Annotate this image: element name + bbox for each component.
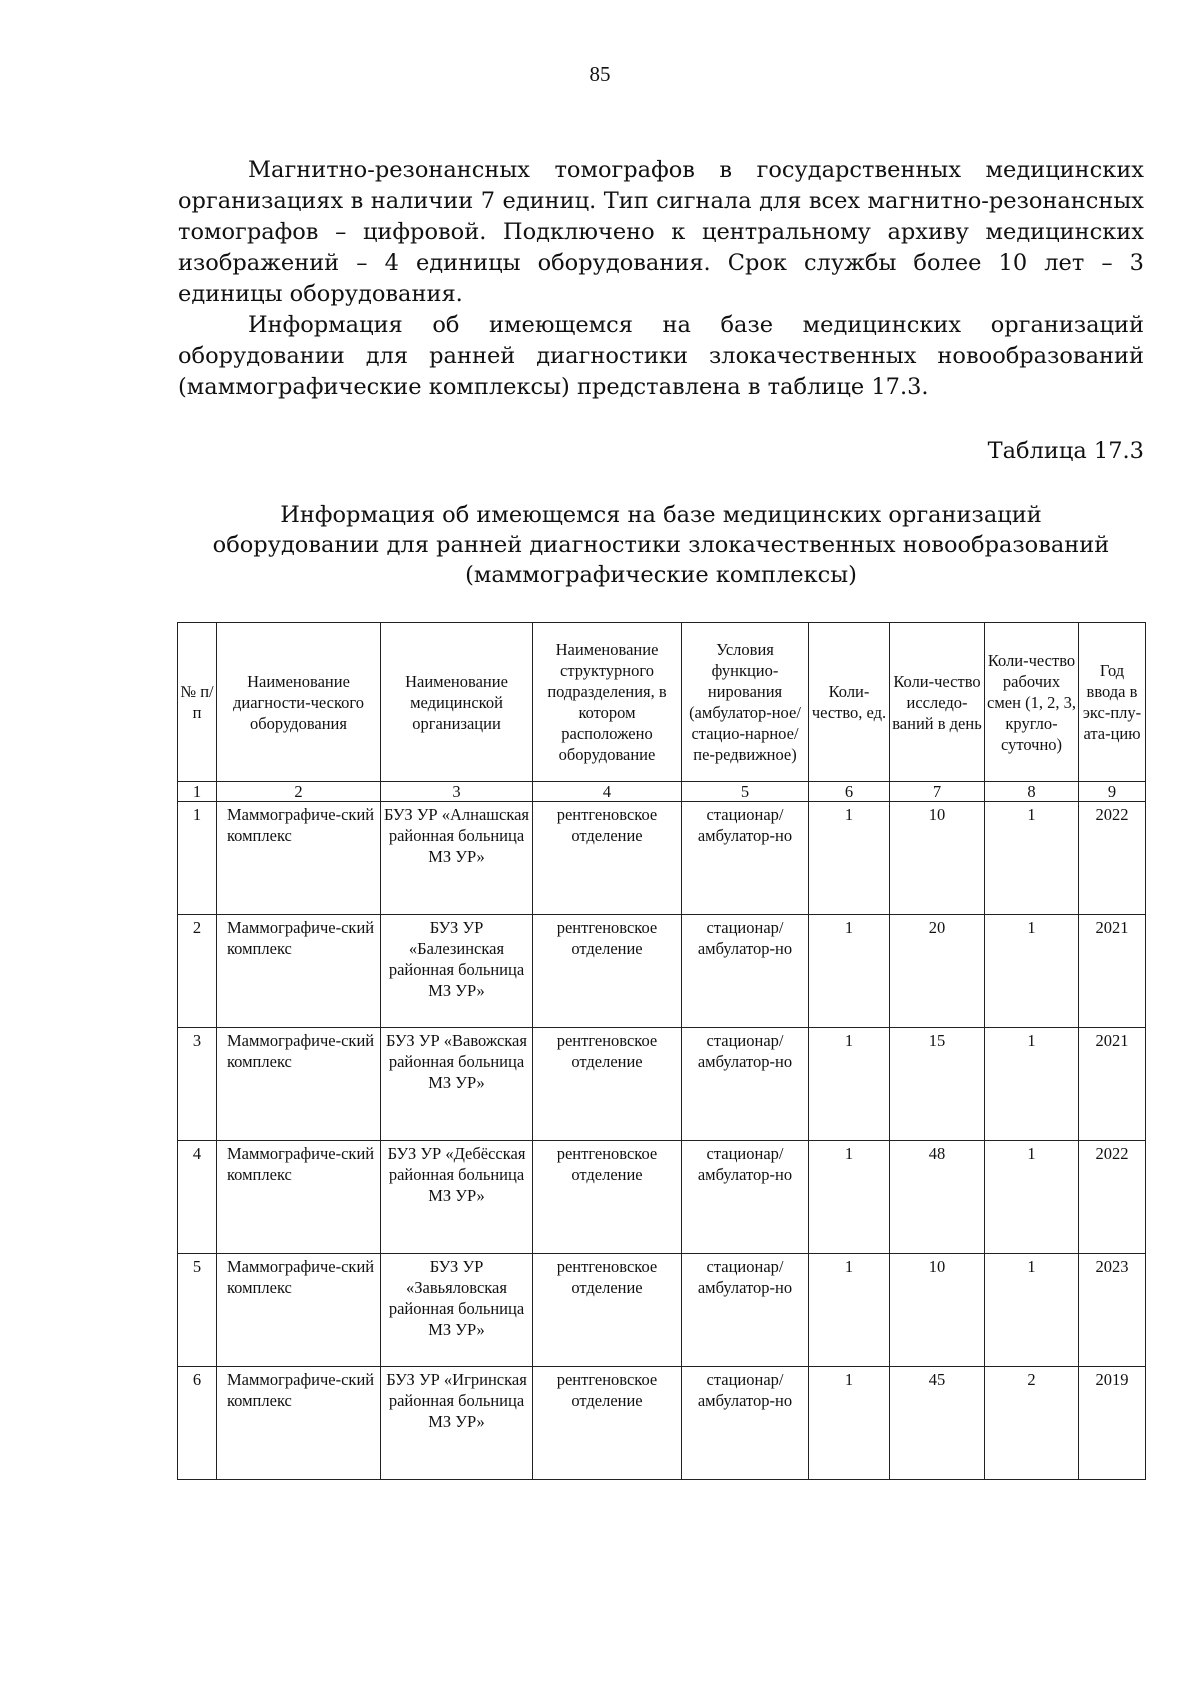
department-name: рентгеновское отделение — [533, 1367, 682, 1480]
operating-conditions: стационар/ амбулатор-но — [682, 1028, 809, 1141]
quantity: 1 — [809, 1254, 890, 1367]
paragraph: Магнитно-резонансных томографов в государственных медицинских организациях в наличии 7 единиц. Тип сигнала для всех магнитно-резонансных томографов – цифровой. Подключено к центральному архиву медицинских изображений – 4 единицы оборудования. Срок службы более 10 лет – 3 единицы оборудования. — [178, 157, 1144, 307]
work-shifts: 1 — [985, 802, 1079, 915]
organization-name: БУЗ УР «Дебёсская районная больница МЗ УР» — [381, 1141, 533, 1254]
column-number: 1 — [178, 782, 217, 802]
page-number: 85 — [589, 62, 611, 86]
table-title — [178, 500, 1144, 590]
table-label: Таблица 17.3 — [987, 438, 1144, 464]
studies-per-day: 45 — [890, 1367, 985, 1480]
column-number: 8 — [985, 782, 1079, 802]
column-header: Наименование структурного подразделения, в котором расположено оборудование — [533, 623, 682, 782]
column-number: 9 — [1079, 782, 1146, 802]
work-shifts: 1 — [985, 1254, 1079, 1367]
column-number: 5 — [682, 782, 809, 802]
column-header: Наименование диагности-ческого оборудования — [217, 623, 381, 782]
column-number: 6 — [809, 782, 890, 802]
column-header: Наименование медицинской организации — [381, 623, 533, 782]
column-header: Год ввода в экс-плу-ата-цию — [1079, 623, 1146, 782]
department-name: рентгеновское отделение — [533, 1141, 682, 1254]
column-number: 3 — [381, 782, 533, 802]
quantity: 1 — [809, 915, 890, 1028]
column-header: Условия функцио-нирования (амбулатор-ное/стацио-нарное/пе-редвижное) — [682, 623, 809, 782]
row-number: 6 — [178, 1367, 217, 1480]
column-header: № п/п — [178, 623, 217, 782]
operating-conditions: стационар/ амбулатор-но — [682, 1367, 809, 1480]
table-row — [178, 1367, 1146, 1480]
studies-per-day: 10 — [890, 802, 985, 915]
paragraph: Информация об имеющемся на базе медицинских организаций оборудовании для ранней диагностики злокачественных новообразований (маммографические комплексы) представлена в таблице 17.3. — [178, 312, 1144, 400]
equipment-name: Маммографиче-ский комплекс — [217, 915, 381, 1028]
row-number: 1 — [178, 802, 217, 915]
commissioning-year: 2019 — [1079, 1367, 1146, 1480]
equipment-table — [177, 622, 1146, 1480]
row-number: 2 — [178, 915, 217, 1028]
operating-conditions: стационар/ амбулатор-но — [682, 915, 809, 1028]
work-shifts: 1 — [985, 915, 1079, 1028]
table-header-row — [178, 623, 1146, 782]
equipment-name: Маммографиче-ский комплекс — [217, 1141, 381, 1254]
row-number: 5 — [178, 1254, 217, 1367]
department-name: рентгеновское отделение — [533, 802, 682, 915]
table-row — [178, 1141, 1146, 1254]
column-number-row — [178, 782, 1146, 802]
equipment-name: Маммографиче-ский комплекс — [217, 802, 381, 915]
equipment-name: Маммографиче-ский комплекс — [217, 1367, 381, 1480]
organization-name: БУЗ УР «Балезинская районная больница МЗ УР» — [381, 915, 533, 1028]
studies-per-day: 15 — [890, 1028, 985, 1141]
equipment-name: Маммографиче-ский комплекс — [217, 1254, 381, 1367]
table-row — [178, 802, 1146, 915]
studies-per-day: 20 — [890, 915, 985, 1028]
studies-per-day: 10 — [890, 1254, 985, 1367]
table-row — [178, 915, 1146, 1028]
commissioning-year: 2022 — [1079, 802, 1146, 915]
organization-name: БУЗ УР «Алнашская районная больница МЗ УР» — [381, 802, 533, 915]
quantity: 1 — [809, 1367, 890, 1480]
organization-name: БУЗ УР «Вавожская районная больница МЗ УР» — [381, 1028, 533, 1141]
column-number: 2 — [217, 782, 381, 802]
table-row — [178, 1028, 1146, 1141]
commissioning-year: 2022 — [1079, 1141, 1146, 1254]
operating-conditions: стационар/ амбулатор-но — [682, 802, 809, 915]
operating-conditions: стационар/ амбулатор-но — [682, 1254, 809, 1367]
work-shifts: 1 — [985, 1028, 1079, 1141]
department-name: рентгеновское отделение — [533, 1254, 682, 1367]
operating-conditions: стационар/ амбулатор-но — [682, 1141, 809, 1254]
department-name: рентгеновское отделение — [533, 1028, 682, 1141]
work-shifts: 2 — [985, 1367, 1079, 1480]
organization-name: БУЗ УР «Завьяловская районная больница МЗ УР» — [381, 1254, 533, 1367]
commissioning-year: 2021 — [1079, 1028, 1146, 1141]
column-header: Коли-чество, ед. — [809, 623, 890, 782]
column-header: Коли-чество рабочих смен (1, 2, 3, кругло-суточно) — [985, 623, 1079, 782]
column-header: Коли-чество исследо-ваний в день — [890, 623, 985, 782]
quantity: 1 — [809, 1141, 890, 1254]
quantity: 1 — [809, 1028, 890, 1141]
work-shifts: 1 — [985, 1141, 1079, 1254]
column-number: 7 — [890, 782, 985, 802]
row-number: 3 — [178, 1028, 217, 1141]
studies-per-day: 48 — [890, 1141, 985, 1254]
table-title-line: Информация об имеющемся на базе медицинских организаций — [280, 502, 1042, 528]
table-row — [178, 1254, 1146, 1367]
body-text — [178, 155, 1144, 403]
equipment-name: Маммографиче-ский комплекс — [217, 1028, 381, 1141]
column-number: 4 — [533, 782, 682, 802]
row-number: 4 — [178, 1141, 217, 1254]
commissioning-year: 2023 — [1079, 1254, 1146, 1367]
quantity: 1 — [809, 802, 890, 915]
organization-name: БУЗ УР «Игринская районная больница МЗ УР» — [381, 1367, 533, 1480]
department-name: рентгеновское отделение — [533, 915, 682, 1028]
table-title-line: оборудовании для ранней диагностики злокачественных новообразований — [212, 532, 1110, 558]
table-title-line: (маммографические комплексы) — [465, 562, 857, 588]
commissioning-year: 2021 — [1079, 915, 1146, 1028]
